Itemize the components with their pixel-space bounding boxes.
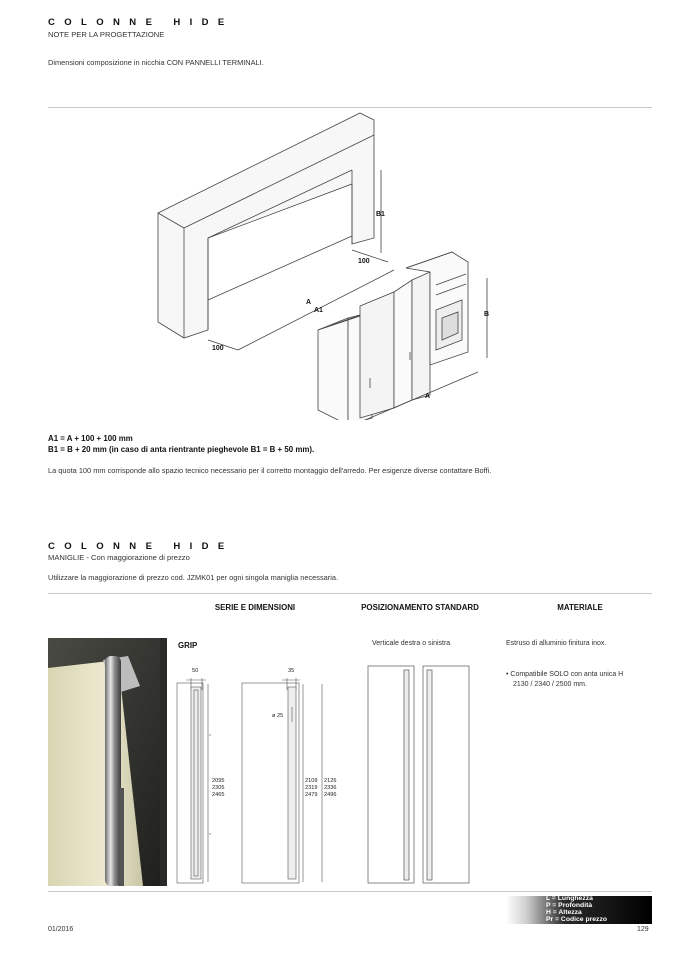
legend-box	[506, 896, 652, 924]
page-number: 129	[637, 926, 649, 933]
grip-handle-photo	[48, 638, 167, 886]
legend-item: Pr = Codice prezzo	[546, 915, 607, 923]
compatibility-note-line1: • Compatibile SOLO con anta unica H	[506, 671, 624, 678]
dim2b-h1: 2336	[324, 785, 337, 791]
label-b1: B1	[376, 211, 385, 218]
position-drawing	[362, 660, 482, 888]
label-a1: A1	[314, 307, 323, 314]
label-b: B	[484, 311, 490, 318]
label-a: A	[306, 299, 312, 306]
dim2b-h0: 2126	[324, 778, 337, 784]
formula-b1: B1 = B + 20 mm (in caso di anta rientrante pieghevole B1 = B + 50 mm).	[48, 445, 315, 454]
dim2a-h0: 2109	[305, 778, 318, 784]
header-series: SERIE E DIMENSIONI	[214, 603, 296, 612]
dim-50: 50	[192, 668, 199, 674]
dim2b-h2: 2496	[324, 792, 337, 798]
footer-date: 01/2016	[48, 926, 74, 933]
intro-text-2: Utilizzare la maggiorazione di prezzo cod. JZMK01 per ogni singola maniglia necessaria.	[48, 573, 339, 582]
formula-a1: A1 = A + 100 + 100 mm	[48, 434, 133, 443]
label-100-bottom: 100	[212, 345, 224, 352]
dim1-h1: 2305	[212, 785, 225, 791]
header-material: MATERIALE	[557, 603, 603, 612]
dim2a-h1: 2319	[305, 785, 318, 791]
section-subtitle: NOTE PER LA PROGETTAZIONE	[48, 30, 165, 39]
legend-item: H = Altezza	[546, 908, 582, 916]
niche-drawing	[150, 110, 490, 420]
legend-item: P = Profondità	[546, 901, 593, 909]
compatibility-note-line2: 2130 / 2340 / 2500 mm.	[513, 681, 587, 688]
divider	[48, 891, 652, 892]
product-name: GRIP	[178, 641, 198, 650]
dim-35: 35	[288, 668, 295, 674]
grip-dimension-drawing	[170, 660, 360, 890]
section-subtitle-2: MANIGLIE - Con maggiorazione di prezzo	[48, 553, 190, 562]
dim-diameter: ø 25	[272, 713, 284, 719]
divider	[48, 593, 652, 594]
dim1-h2: 2465	[212, 792, 225, 798]
dim1-h0: 2095	[212, 778, 225, 784]
position-text: Verticale destra o sinistra	[372, 640, 451, 647]
dim2a-h2: 2479	[305, 792, 318, 798]
divider	[48, 107, 652, 108]
legend-item: L = Lunghezza	[546, 895, 593, 902]
material-text: Estruso di alluminio finitura inox.	[506, 640, 607, 647]
intro-text: Dimensioni composizione in nicchia CON PANNELLI TERMINALI.	[48, 58, 264, 67]
label-100-top: 100	[358, 258, 370, 265]
technical-note: La quota 100 mm corrisponde allo spazio tecnico necessario per il corretto montaggio dell'arredo. Per esigenze diverse contattare Boffi.	[48, 466, 492, 475]
brand-title-2: COLONNE HIDE	[48, 541, 234, 552]
brand-title: COLONNE HIDE	[48, 17, 234, 28]
label-a-bottom: A	[425, 393, 431, 400]
header-position: POSIZIONAMENTO STANDARD	[361, 603, 479, 612]
